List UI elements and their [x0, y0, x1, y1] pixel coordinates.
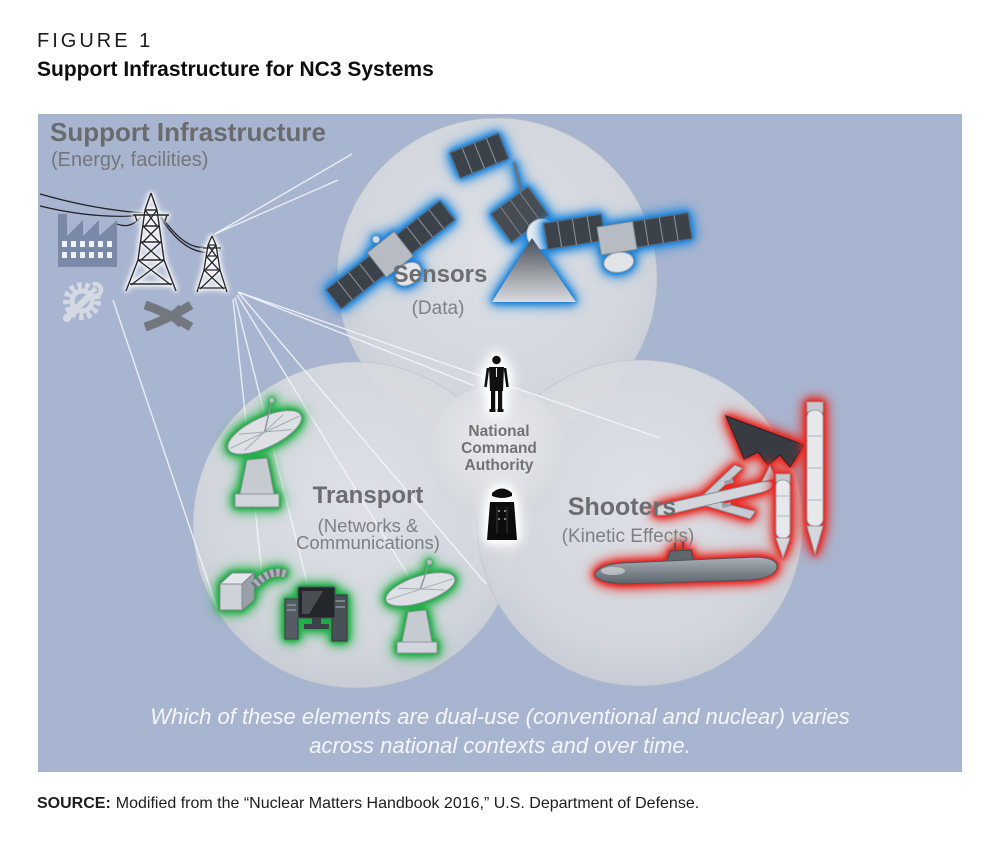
source-note	[37, 795, 699, 813]
national-command-authority-label: National Command Authority	[461, 423, 537, 474]
source-text: Modified from the “Nuclear Matters Handbook 2016,” U.S. Department of Defense.	[115, 795, 700, 812]
factory-icon	[58, 214, 117, 267]
transport-sublabel: (Networks & Communications)	[296, 515, 440, 553]
shooters-label: Shooters	[567, 493, 677, 521]
caption-line: across national contexts and over time.	[309, 733, 691, 758]
sensors-sublabel: (Data)	[411, 298, 465, 319]
sensors-label: Sensors	[392, 261, 488, 288]
caption-line: Which of these elements are dual-use (conventional and nuclear) varies	[150, 704, 850, 729]
gear-wrench-icon	[65, 282, 104, 321]
missile-icon	[776, 474, 790, 558]
support-infrastructure-subtitle: (Energy, facilities)	[51, 149, 209, 171]
figure-title: Support Infrastructure for NC3 Systems	[37, 58, 434, 81]
missile-icon	[807, 402, 823, 554]
transport-label: Transport	[312, 482, 424, 509]
transmission-tower-icon	[126, 193, 176, 291]
diagram-panel	[38, 114, 962, 772]
diagram-caption	[38, 702, 962, 760]
shooters-sublabel: (Kinetic Effects)	[561, 526, 695, 547]
figure-number: FIGURE 1	[37, 30, 154, 52]
transmission-tower-small-icon	[197, 236, 227, 292]
support-infrastructure-title: Support Infrastructure	[50, 117, 326, 147]
highway-interchange-icon	[145, 305, 191, 327]
source-label: SOURCE:	[37, 795, 111, 812]
